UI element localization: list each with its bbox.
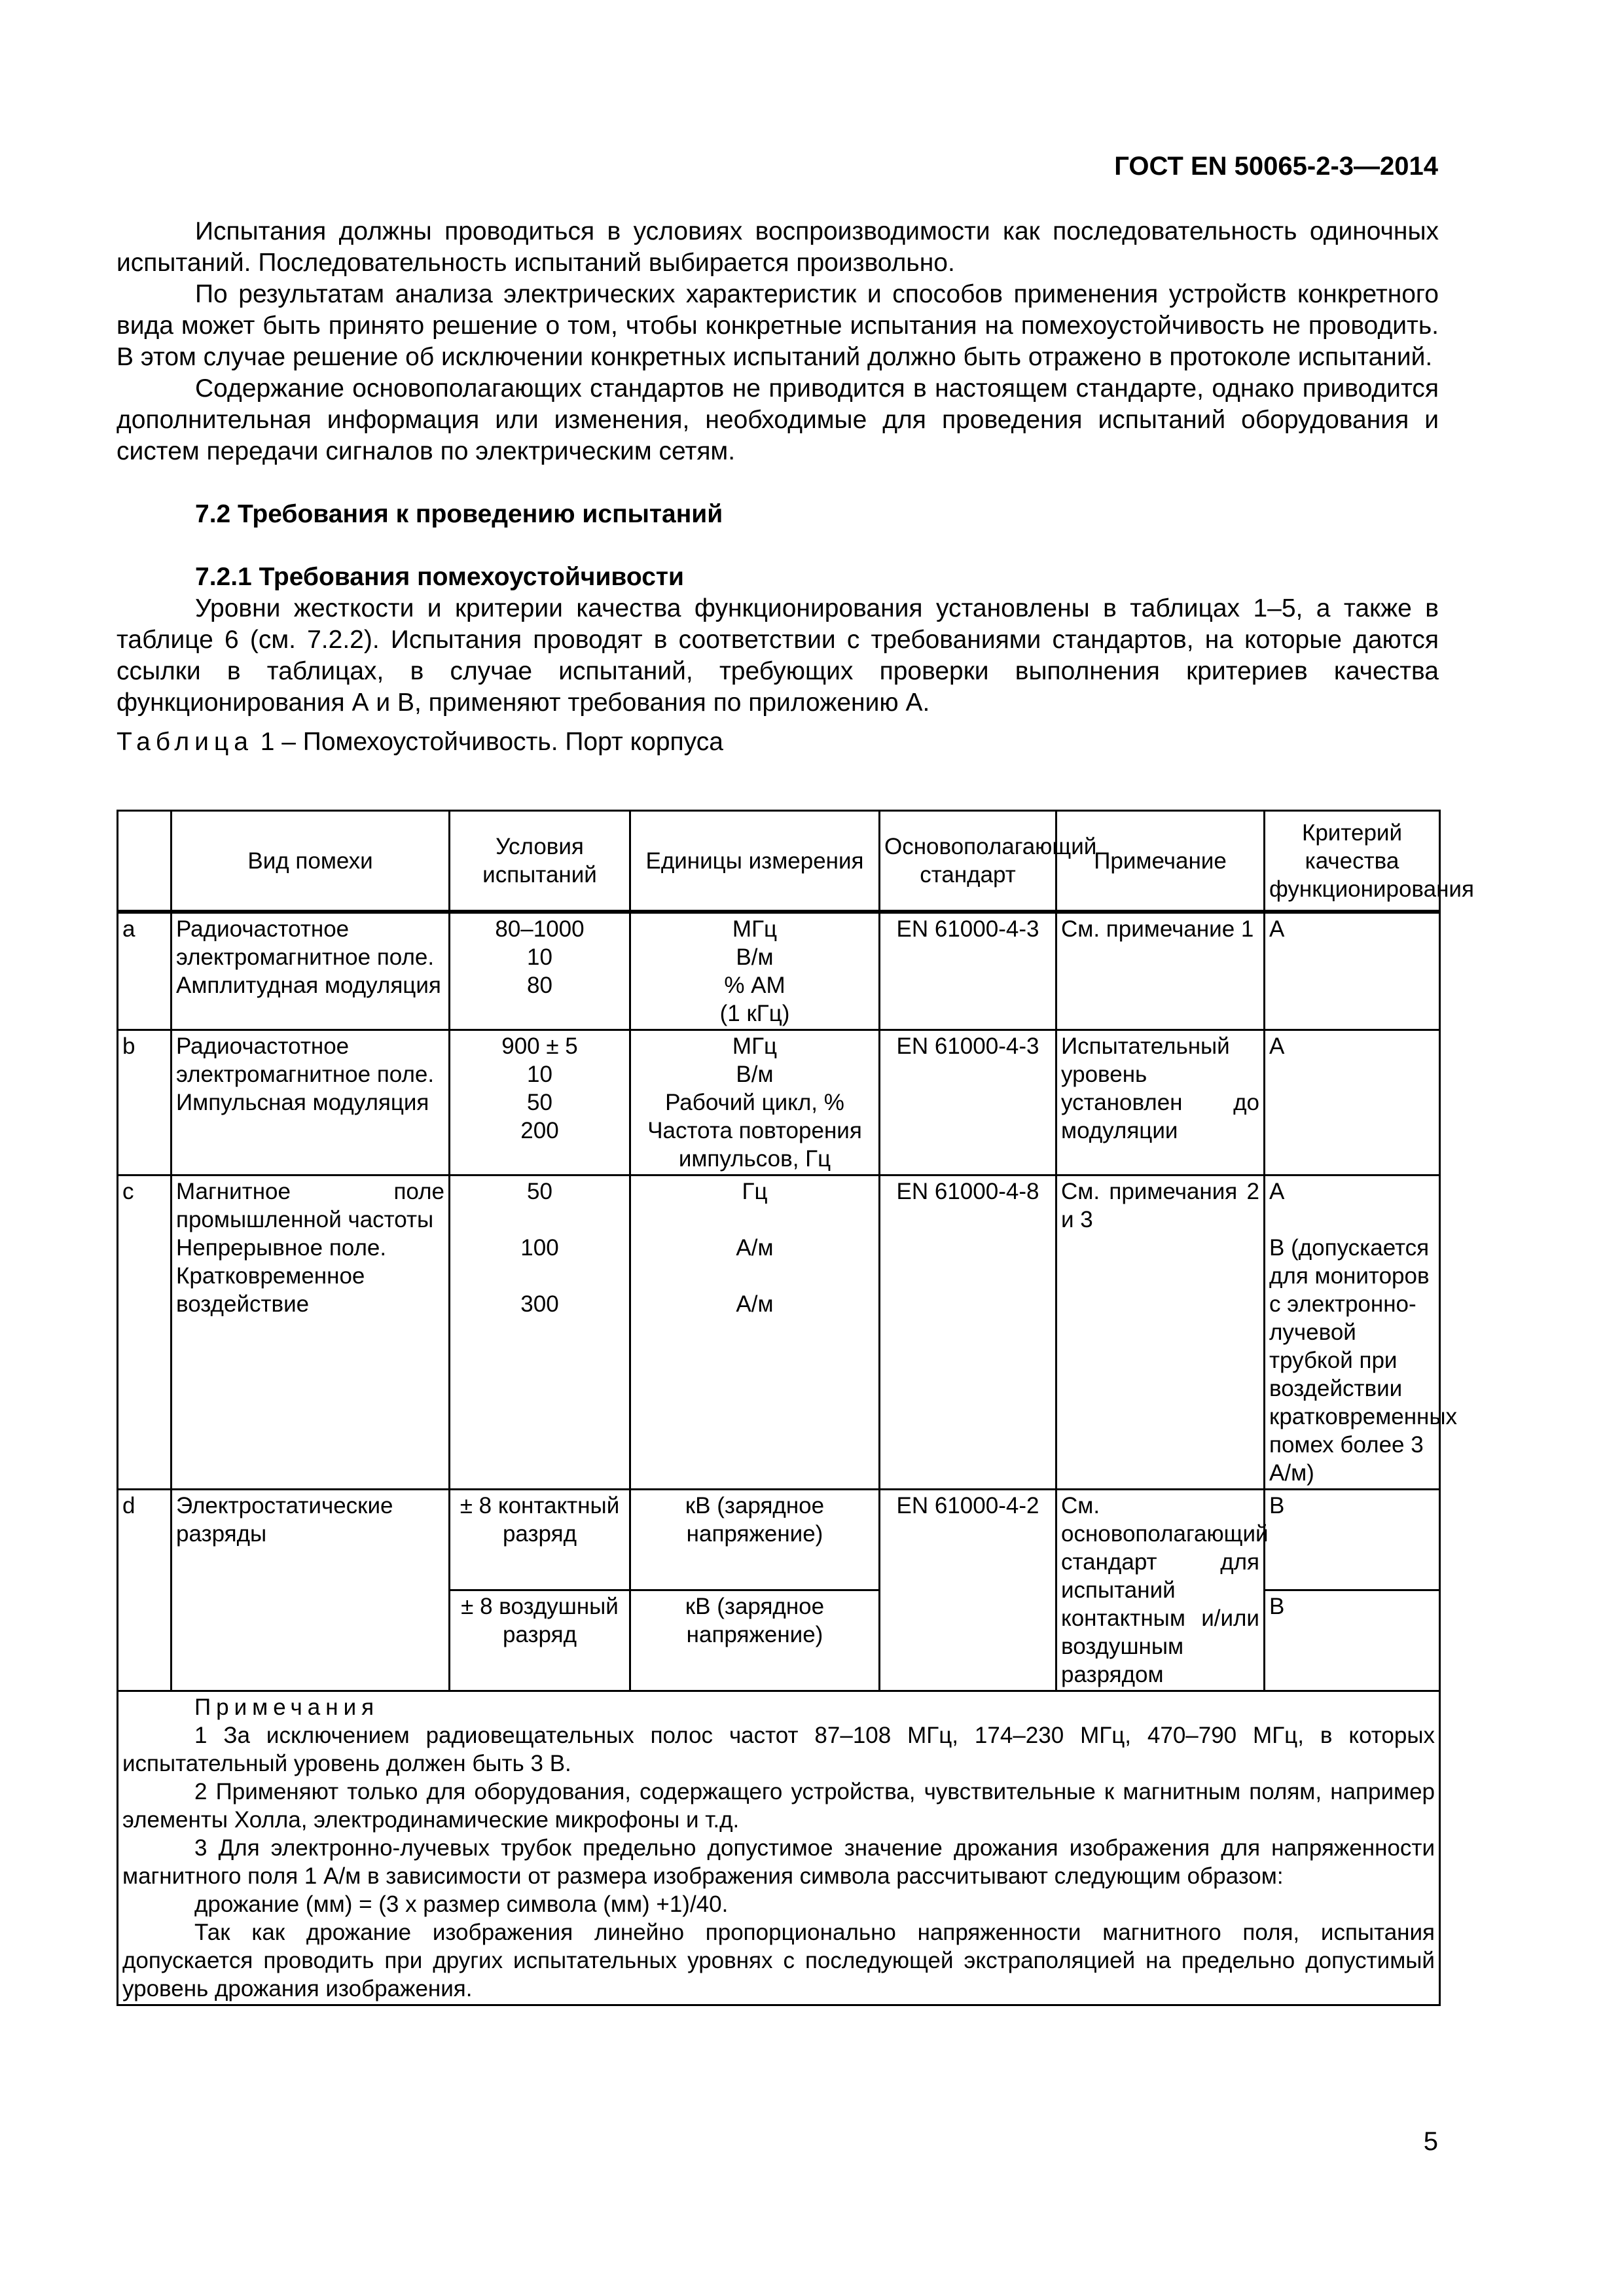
base-standard: EN 61000-4-8	[880, 1175, 1056, 1490]
cell-text: Амплитудная модуляция	[176, 973, 441, 998]
cell-text: В/м	[736, 1062, 774, 1087]
cell-text: % АМ	[724, 973, 785, 998]
note-3: 3 Для электронно-лучевых трубок предельно допустимое значение дрожания изображения для напряженности магнитного поля 1 А/м в зависимости от размера изображения символа рассчитывают следующим образом:	[122, 1835, 1435, 1889]
disturbance-type	[171, 912, 450, 1030]
cell-text: МГц	[732, 1033, 778, 1059]
table-header-row	[118, 811, 1440, 912]
note-2: 2 Применяют только для оборудования, содержащего устройства, чувствительные к магнитным полям, например элементы Холла, электродинамические микрофоны и т.д.	[122, 1779, 1435, 1833]
notes-title	[122, 1693, 1435, 1721]
disturbance-type	[171, 1030, 450, 1175]
row-id: d	[118, 1490, 171, 1691]
note: Испытательный уровень установлен до модуляции	[1056, 1030, 1265, 1175]
paragraph: По результатам анализа электрических характеристик и способов применения устройств конкретного вида может быть принято решение о том, чтобы конкретные испытания на помехоустойчивость не проводить. В этом случае решение об исключении конкретных испытаний должно быть отражено в протоколе испытаний.	[117, 280, 1439, 371]
criterion: B	[1265, 1490, 1440, 1590]
note-1: 1 За исключением радиовещательных полос частот 87–108 МГц, 174–230 МГц, 470–790 МГц, в которых испытательный уровень должен быть 3 В.	[122, 1723, 1435, 1776]
paragraph: Содержание основополагающих стандартов не приводится в настоящем стандарте, однако приводится дополнительная информация или изменения, необходимые для проведения испытаний оборудования и систем передачи сигналов по электрическим сетям.	[117, 374, 1439, 465]
page-number: 5	[1423, 2127, 1438, 2156]
test-conditions: ± 8 воздушный разряд	[450, 1590, 630, 1691]
formula: дрожание (мм) = (3 х размер символа (мм) +1)/40.	[194, 1892, 729, 1917]
table-row	[118, 912, 1440, 1030]
cell-text: 100	[520, 1235, 559, 1261]
table-caption-label: Таблица	[117, 728, 253, 756]
table-notes	[118, 1691, 1440, 2005]
table-notes-row	[118, 1691, 1440, 2005]
base-standard: EN 61000-4-3	[880, 1030, 1056, 1175]
table-caption-text: 1 – Помехоустойчивость. Порт корпуса	[253, 728, 723, 756]
cell-text: Радиочастотное электромагнитное поле.	[176, 1033, 435, 1087]
cell-text: Магнитное поле промышленной частоты	[176, 1179, 444, 1232]
cell-text: A	[1269, 1179, 1285, 1204]
section-heading-7-2-1: 7.2.1 Требования помехоустойчивости	[195, 563, 684, 591]
section-heading-7-2: 7.2 Требования к проведению испытаний	[195, 500, 723, 528]
table-row	[118, 1490, 1440, 1590]
cell-text: 50	[527, 1090, 552, 1115]
cell-text: Частота повторения импульсов, Гц	[647, 1118, 862, 1172]
cell-text: МГц	[732, 916, 778, 942]
row-id: c	[118, 1175, 171, 1490]
cell-text: Кратковременное воздействие	[176, 1263, 365, 1317]
paragraph: Уровни жесткости и критерии качества функционирования установлены в таблицах 1–5, а также в таблице 6 (см. 7.2.2). Испытания проводят в соответствии с требованиями стандартов, на которые даются ссылки в таблицах, в случае испытаний, требующих проверки выполнения критериев качества функционирования А и В, применяют требования по приложению А.	[117, 594, 1439, 717]
cell-text: 200	[520, 1118, 559, 1143]
cell-text: Непрерывное поле.	[176, 1235, 387, 1261]
cell-text: 80	[527, 973, 552, 998]
table-row	[118, 1175, 1440, 1490]
base-standard: EN 61000-4-2	[880, 1490, 1056, 1691]
document-header: ГОСТ EN 50065-2-3—2014	[1114, 152, 1438, 181]
test-conditions	[450, 1175, 630, 1490]
disturbance-type: Электростатические разряды	[171, 1490, 450, 1691]
note-4: Так как дрожание изображения линейно пропорционально напряженности магнитного поля, испытания допускается проводить при других испытательных уровнях с последующей экстраполяцией на предельно допустимый уровень дрожания изображения.	[122, 1920, 1435, 2001]
header-cell-index	[118, 811, 171, 912]
test-conditions: ± 8 контактный разряд	[450, 1490, 630, 1590]
header-cell-units: Единицы измерения	[630, 811, 880, 912]
cell-text: Радиочастотное электромагнитное поле.	[176, 916, 435, 970]
cell-text: 900 ± 5	[501, 1033, 578, 1059]
table-caption	[117, 726, 1439, 758]
header-cell-type: Вид помехи	[171, 811, 450, 912]
disturbance-type	[171, 1175, 450, 1490]
cell-text: 50	[527, 1179, 552, 1204]
row-id: a	[118, 912, 171, 1030]
cell-text: В/м	[736, 944, 774, 970]
units	[630, 1175, 880, 1490]
table-row	[118, 1030, 1440, 1175]
header-cell-standard: Основополагающий стандарт	[880, 811, 1056, 912]
immunity-table	[117, 810, 1474, 2006]
units	[630, 912, 880, 1030]
paragraph: Испытания должны проводиться в условиях воспроизводимости как последовательность одиночных испытаний. Последовательность испытаний выбирается произвольно.	[117, 217, 1439, 277]
cell-text: 10	[527, 944, 552, 970]
note: См. примечание 1	[1056, 912, 1265, 1030]
cell-text: В (допускается для мониторов с электронно-лучевой трубкой при воздействии кратковременных помех более 3 А/м)	[1269, 1235, 1458, 1486]
units	[630, 1030, 880, 1175]
header-cell-conditions: Условия испытаний	[450, 811, 630, 912]
units: кВ (зарядное напряжение)	[630, 1490, 880, 1590]
cell-text: А/м	[736, 1235, 774, 1261]
criterion	[1265, 1175, 1458, 1490]
cell-text: 80–1000	[495, 916, 585, 942]
header-cell-criterion: Критерий качества функционирования	[1265, 811, 1440, 912]
cell-text: Импульсная модуляция	[176, 1090, 429, 1115]
criterion: B	[1265, 1590, 1440, 1691]
cell-text: 300	[520, 1291, 559, 1317]
note: См. примечания 2 и 3	[1056, 1175, 1265, 1490]
cell-text: Рабочий цикл, %	[665, 1090, 844, 1115]
criterion: A	[1265, 1030, 1440, 1175]
cell-text: А/м	[736, 1291, 774, 1317]
body-text	[117, 216, 1439, 758]
notes-title-text: Примечания	[194, 1695, 380, 1720]
note: См. основополагающий стандарт для испытаний контактным и/или воздушным разрядом	[1056, 1490, 1265, 1691]
base-standard: EN 61000-4-3	[880, 912, 1056, 1030]
cell-text: (1 кГц)	[719, 1001, 790, 1026]
row-id: b	[118, 1030, 171, 1175]
units: кВ (зарядное напряжение)	[630, 1590, 880, 1691]
header-cell-note: Примечание	[1056, 811, 1265, 912]
cell-text: Гц	[742, 1179, 768, 1204]
criterion: A	[1265, 912, 1440, 1030]
cell-text: 10	[527, 1062, 552, 1087]
test-conditions	[450, 1030, 630, 1175]
test-conditions	[450, 912, 630, 1030]
